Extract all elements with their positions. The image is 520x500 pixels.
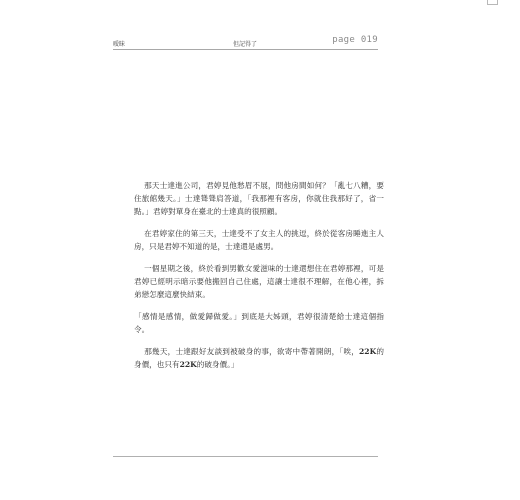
paragraph-4 <box>134 310 384 336</box>
paragraph-1 <box>134 179 384 218</box>
footer-divider <box>113 456 378 457</box>
paragraph-5-text: 那幾天，士達跟好友談到被破身的事，欲寄中帶著開朗，「唉，22K的身價，也只有22K的破身價。」 <box>134 347 384 369</box>
paragraph-3 <box>134 262 384 301</box>
paragraph-1-text: 那天士達進公司，君婷見他愁眉不展，問他房間如何？「亂七八糟，要住旅館幾天。」士達聳聳肩答道，「我那裡有客房，你就住我那好了，省一點。」君婷對單身在臺北的士達真的很照顧。 <box>134 181 384 216</box>
running-header <box>113 35 378 49</box>
header-chapter-title: 但記得了 <box>233 41 258 48</box>
paragraph-2-text: 在君婷家住的第三天，士達受不了女主人的挑逗，終於從客房睡進主人房，只是君婷不知道的是，士達還是處男。 <box>134 229 384 251</box>
paragraph-2 <box>134 227 384 253</box>
corner-crop-mark <box>487 0 498 5</box>
paragraph-4-text: 「感情是感情，做愛歸做愛。」到底是大姊頭，君婷很清楚給士達這個指令。 <box>134 312 384 334</box>
page-number: page 019 <box>332 35 378 45</box>
header-divider <box>113 49 378 50</box>
body-text <box>134 179 384 371</box>
paragraph-5 <box>134 345 384 371</box>
emphasis-22k: 22K <box>179 360 197 369</box>
emphasis-22k: 22K <box>359 347 377 356</box>
header-book-title: 曖昧 <box>113 41 126 48</box>
paragraph-3-text: 一個星期之後，終於看到男歡女愛滋味的士達還想住在君婷那裡，可是君婷已經明示暗示要他搬回自己住處，這讓士達很不理解，在他心裡，拆弟戀怎麼這麼快結束。 <box>134 264 384 299</box>
